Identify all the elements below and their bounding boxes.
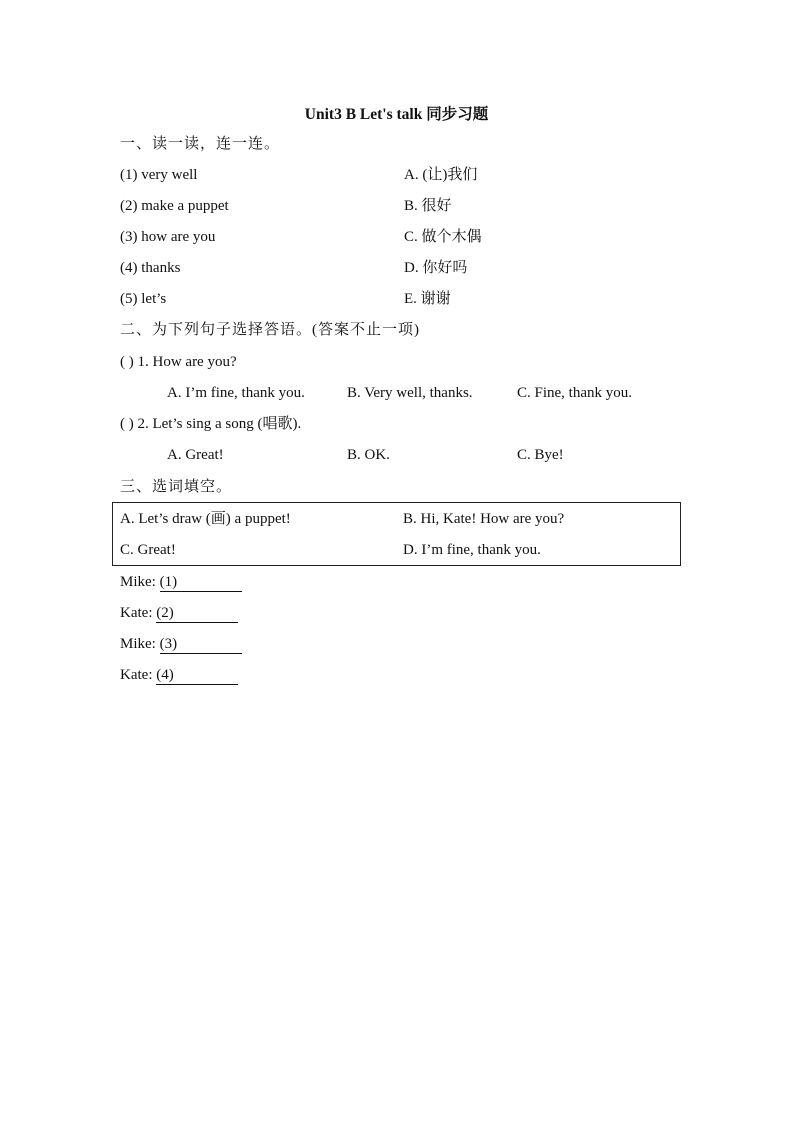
section1-heading: 一、读一读，连一连。 bbox=[120, 136, 281, 152]
question-options bbox=[0, 444, 793, 466]
answer-option: A. Great! bbox=[167, 447, 224, 463]
answer-option: C. Fine, thank you. bbox=[517, 385, 632, 401]
question-stem: ( ) 1. How are you? bbox=[120, 354, 237, 370]
matching-left-item: (5) let’s bbox=[120, 291, 167, 307]
matching-right-item: D. 你好吗 bbox=[404, 260, 468, 276]
word-bank-option: C. Great! bbox=[120, 542, 176, 558]
matching-right-item: E. 谢谢 bbox=[404, 291, 451, 307]
section2-heading: 二、为下列句子选择答语。(答案不止一项) bbox=[120, 322, 420, 338]
matching-row bbox=[120, 257, 680, 279]
matching-left-item: (2) make a puppet bbox=[120, 198, 229, 214]
answer-blank[interactable]: (3) bbox=[160, 635, 242, 654]
matching-left-item: (4) thanks bbox=[120, 260, 181, 276]
word-bank-box bbox=[112, 502, 681, 566]
dialogue-line bbox=[120, 571, 242, 593]
answer-option: B. OK. bbox=[347, 447, 390, 463]
dialogue-line bbox=[120, 633, 242, 655]
matching-right-item: A. (让)我们 bbox=[404, 167, 478, 183]
matching-row bbox=[120, 195, 680, 217]
answer-option: A. I’m fine, thank you. bbox=[167, 385, 305, 401]
matching-left-item: (3) how are you bbox=[120, 229, 216, 245]
question-stem: ( ) 2. Let’s sing a song (唱歌). bbox=[120, 416, 302, 432]
word-bank-option: B. Hi, Kate! How are you? bbox=[403, 511, 565, 527]
matching-right-item: B. 很好 bbox=[404, 198, 452, 214]
answer-blank[interactable]: (1) bbox=[160, 573, 242, 592]
answer-blank[interactable]: (4) bbox=[156, 666, 238, 685]
answer-blank[interactable]: (2) bbox=[156, 604, 238, 623]
speaker-label: Kate: bbox=[120, 605, 153, 621]
section3-heading: 三、选词填空。 bbox=[120, 479, 233, 495]
answer-option: C. Bye! bbox=[517, 447, 564, 463]
speaker-label: Kate: bbox=[120, 667, 153, 683]
speaker-label: Mike: bbox=[120, 574, 156, 590]
matching-row bbox=[120, 226, 680, 248]
matching-right-item: C. 做个木偶 bbox=[404, 229, 482, 245]
page-title: Unit3 B Let's talk 同步习题 bbox=[304, 106, 489, 123]
speaker-label: Mike: bbox=[120, 636, 156, 652]
matching-left-item: (1) very well bbox=[120, 167, 198, 183]
question-options bbox=[0, 382, 793, 404]
word-bank-option: A. Let’s draw (画) a puppet! bbox=[120, 511, 291, 527]
dialogue-line bbox=[120, 664, 238, 686]
dialogue-line bbox=[120, 602, 238, 624]
word-bank-option: D. I’m fine, thank you. bbox=[403, 542, 541, 558]
matching-row bbox=[120, 288, 680, 310]
matching-row bbox=[120, 164, 680, 186]
answer-option: B. Very well, thanks. bbox=[347, 385, 473, 401]
